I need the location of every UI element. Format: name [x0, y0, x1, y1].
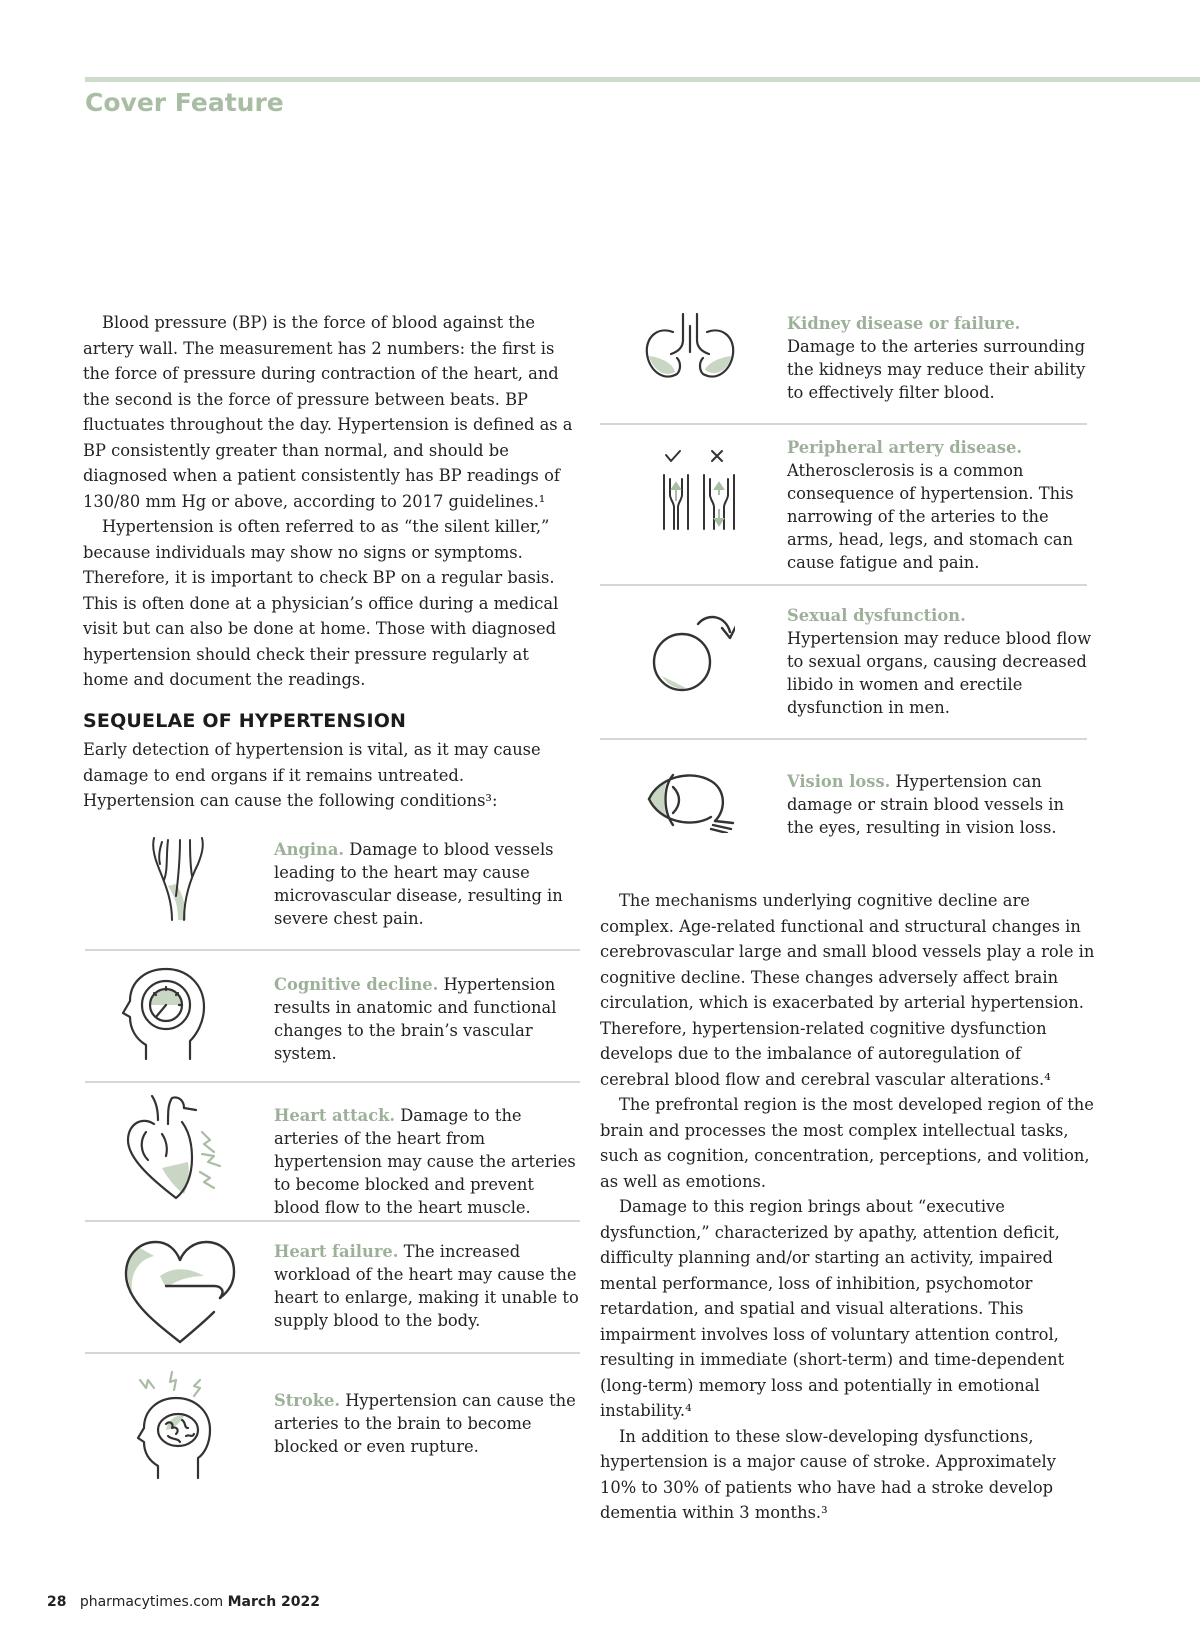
body-paragraph: The prefrontal region is the most developed region of the brain and processes the most complex intellectual tasks, such as cognition, concentration, perceptions, and volition, as well as emotions.: [600, 1095, 1094, 1191]
sequelae-intro: Early detection of hypertension is vital, as it may cause damage to end organs if it remains untreated. Hypertension can cause the following conditions³:: [83, 740, 541, 810]
divider: [85, 1220, 580, 1222]
condition-text: Damage to the arteries surrounding the kidneys may reduce their ability to effectively filter blood.: [787, 337, 1086, 402]
divider: [85, 1352, 580, 1354]
condition-text: Hypertension can cause the arteries to the brain to become blocked or even rupture.: [274, 1391, 576, 1456]
divider: [600, 738, 1087, 740]
divider: [85, 1081, 580, 1083]
condition-text: Damage to blood vessels leading to the heart may cause microvascular disease, resulting in severe chest pain.: [274, 840, 563, 928]
condition-item: [787, 436, 1092, 574]
divider: [600, 584, 1087, 586]
condition-text: Atherosclerosis is a common consequence of hypertension. This narrowing of the arteries to the arms, head, legs, and stomach can cause fatigue and pain.: [787, 461, 1074, 572]
condition-name: Peripheral artery disease.: [787, 438, 1023, 457]
intro-text: [83, 310, 575, 693]
condition-name: Angina.: [274, 840, 345, 859]
brain-stroke-icon: [136, 1370, 226, 1480]
condition-item: [787, 312, 1092, 404]
divider: [600, 423, 1087, 425]
eye-icon: [645, 767, 737, 833]
site-name: pharmacytimes.com: [79, 1594, 224, 1610]
condition-item: [274, 973, 579, 1065]
condition-name: Sexual dysfunction.: [787, 606, 966, 625]
body-paragraph: Damage to this region brings about “executive dysfunction,” characterized by apathy, attention deficit, difficulty planning and/or starting an activity, impaired mental performance, loss of inhibition, psychomotor retardation, and spatial and visual alterations. This impairment involves loss of voluntary attention control, resulting in immediate (short-term) and time-dependent (long-term) memory loss and potentially in emotional instability.⁴: [600, 1197, 1065, 1420]
section-label: Cover Feature: [85, 88, 284, 117]
right-body-text: [600, 888, 1095, 1526]
heart-attack-icon: [122, 1094, 232, 1204]
condition-text: The increased workload of the heart may cause the heart to enlarge, making it unable to supply blood to the body.: [274, 1242, 579, 1330]
kidneys-icon: [643, 312, 738, 387]
condition-name: Heart attack.: [274, 1106, 396, 1125]
condition-item: [274, 1104, 579, 1219]
sequelae-heading: SEQUELAE OF HYPERTENSION: [83, 710, 407, 732]
condition-item: [274, 1389, 579, 1458]
body-paragraph: In addition to these slow-developing dysfunctions, hypertension is a major cause of stroke. Approximately 10% to 30% of patients who have had a stroke develop dementia within 3 months.³: [600, 1426, 1056, 1522]
intro-paragraph: Hypertension is often referred to as “the silent killer,” because individuals may show no signs or symptoms. Therefore, it is important to check BP on a regular basis. This is often done at a physician’s office during a medical visit but can also be done at home. Those with diagnosed hypertension should check their pressure regularly at home and document the readings.: [83, 517, 559, 689]
condition-text: Hypertension can damage or strain blood vessels in the eyes, resulting in vision loss.: [787, 772, 1064, 837]
blood-vessels-icon: [148, 836, 210, 921]
page-footer: [47, 1594, 320, 1610]
issue-date: March 2022: [227, 1594, 321, 1610]
condition-item: [274, 1240, 579, 1332]
page-number: 28: [47, 1594, 67, 1610]
condition-name: Vision loss.: [787, 772, 891, 791]
male-symbol-icon: [650, 610, 735, 695]
condition-name: Kidney disease or failure.: [787, 314, 1021, 333]
condition-text: Damage to the arteries of the heart from hypertension may cause the arteries to become blocked and prevent blood flow to the heart muscle.: [274, 1106, 576, 1217]
condition-item: [787, 604, 1092, 719]
intro-paragraph: Blood pressure (BP) is the force of blood against the artery wall. The measurement has 2 numbers: the first is the force of pressure during contraction of the heart, and the second is the force of pressure between beats. BP fluctuates throughout the day. Hypertension is defined as a BP consistently greater than normal, and should be diagnosed when a patient consistently has BP readings of 130/80 mm Hg or above, according to 2017 guidelines.¹: [83, 313, 573, 511]
condition-name: Cognitive decline.: [274, 975, 439, 994]
condition-name: Heart failure.: [274, 1242, 399, 1261]
top-rule: [85, 77, 1200, 82]
condition-item: [787, 770, 1092, 839]
condition-text: Hypertension may reduce blood flow to sexual organs, causing decreased libido in women and erectile dysfunction in men.: [787, 629, 1092, 717]
head-gauge-icon: [120, 965, 215, 1061]
condition-item: [274, 838, 579, 930]
artery-narrowing-icon: [660, 449, 738, 531]
condition-text: Hypertension results in anatomic and functional changes to the brain’s vascular system.: [274, 975, 557, 1063]
body-paragraph: The mechanisms underlying cognitive decline are complex. Age-related functional and structural changes in cerebrovascular large and small blood vessels play a role in cognitive decline. These changes adversely affect brain circulation, which is exacerbated by arterial hypertension. Therefore, hypertension-related cognitive dysfunction develops due to the imbalance of autoregulation of cerebral blood flow and cerebral vascular alterations.⁴: [600, 891, 1095, 1089]
divider: [85, 949, 580, 951]
condition-name: Stroke.: [274, 1391, 341, 1410]
heart-failure-icon: [120, 1236, 240, 1346]
